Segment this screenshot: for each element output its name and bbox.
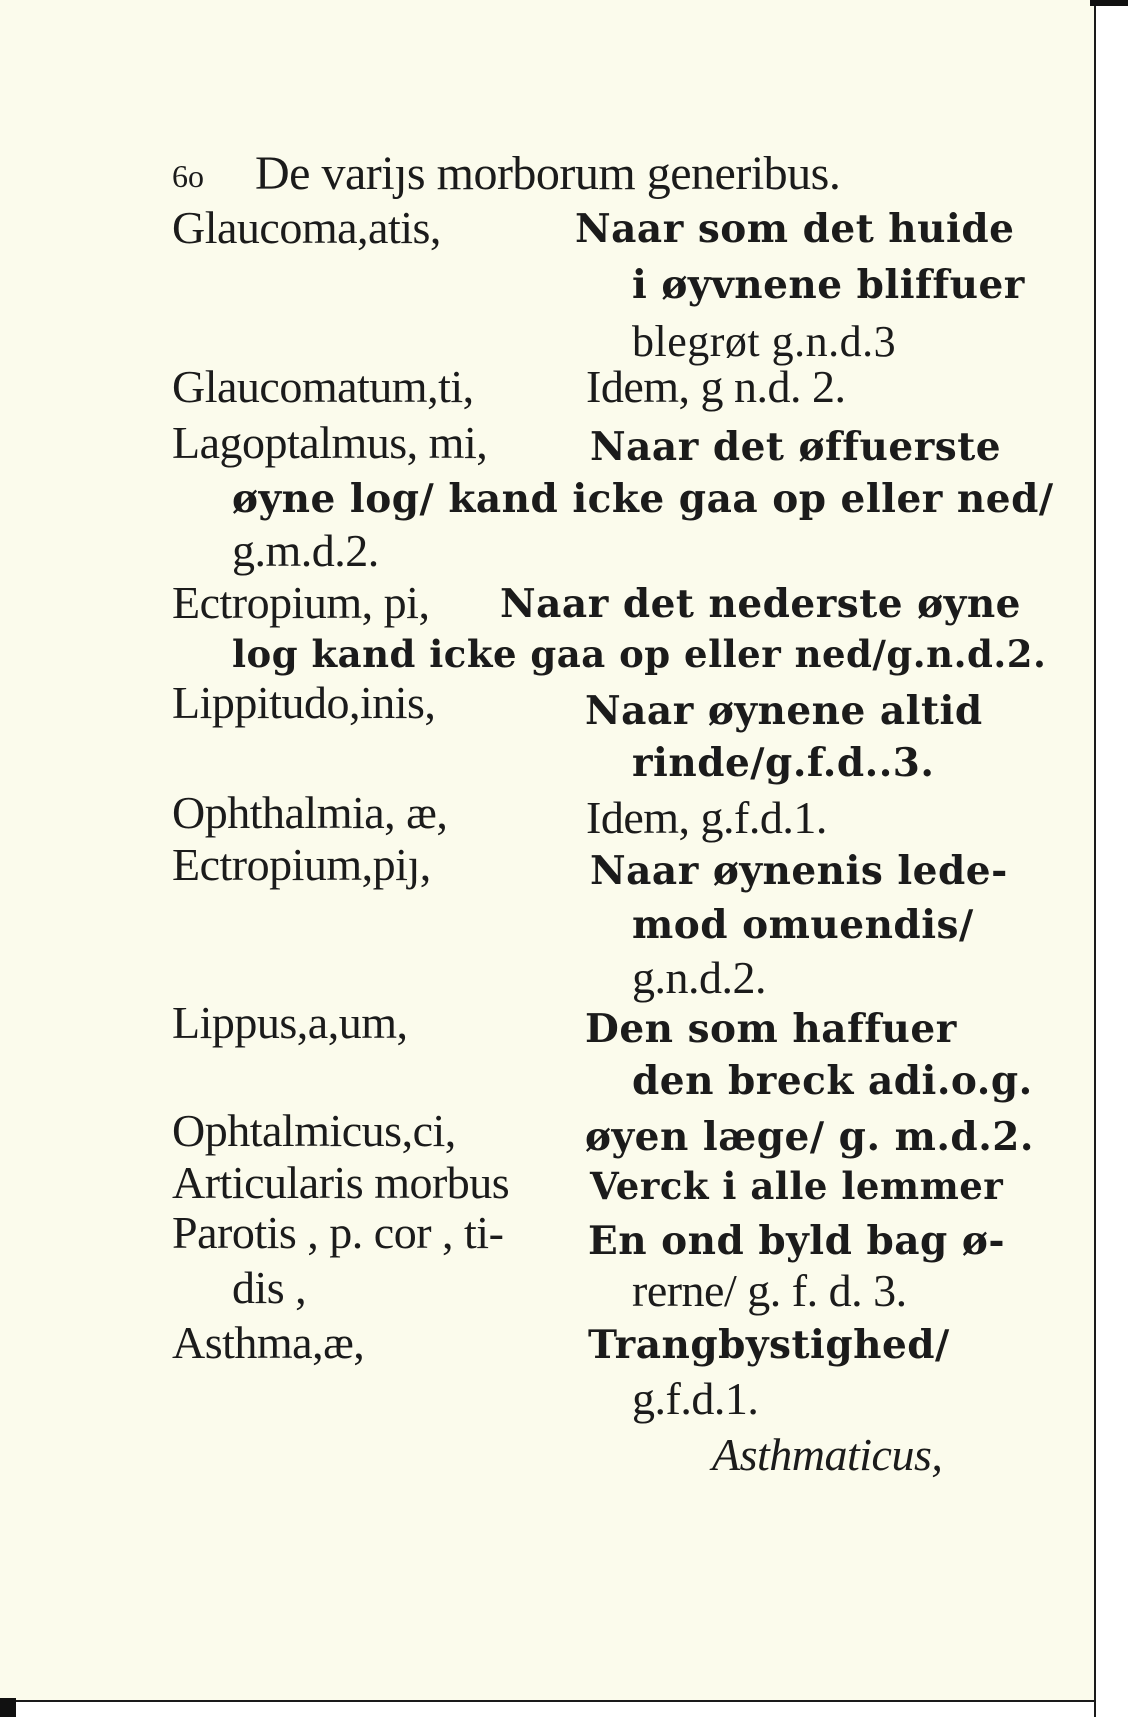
entry-danish: Idem, g n.d. 2. [586, 361, 846, 412]
entry-latin: Glaucomatum,ti, [172, 361, 474, 412]
entry-latin-continued: dis , [232, 1262, 307, 1313]
entry-danish: Trangbystighed/ [588, 1322, 950, 1368]
entry-latin: Ophthalmia, æ, [172, 787, 448, 838]
page-number: 6o [172, 158, 204, 194]
entry-danish-continued: den breck adi.o.g. [632, 1058, 1033, 1104]
entry-danish: Naar det nederste øyne [500, 581, 1021, 627]
entry-danish-continued: log kand icke gaa op eller ned/g.n.d.2. [232, 632, 1047, 676]
entry-danish: Naar øynene altid [585, 688, 983, 734]
entry-latin: Asthma,æ, [172, 1317, 365, 1368]
entry-latin: Ectropium, pi, [172, 577, 430, 628]
page-edge-right [1094, 0, 1096, 1717]
page-edge-bottom [0, 1700, 1096, 1702]
entry-latin: Lagoptalmus, mi, [172, 417, 488, 468]
entry-danish-continued: rinde/g.f.d..3. [632, 740, 935, 786]
entry-latin: Ectropium,piȷ, [172, 839, 431, 890]
entry-danish-continued: øyne log/ kand icke gaa op eller ned/ [232, 476, 1054, 522]
entry-danish-continued: g.n.d.2. [632, 952, 766, 1003]
entry-danish-continued: mod omuendis/ [632, 902, 974, 948]
catchword: Asthmaticus, [712, 1429, 943, 1480]
scan-border-mark [0, 1698, 16, 1717]
entry-latin: Parotis , p. cor , ti- [172, 1207, 504, 1258]
entry-danish: øyen læge/ g. m.d.2. [585, 1114, 1034, 1160]
entry-danish: Verck i alle lemmer [590, 1164, 1004, 1208]
entry-latin: Lippus,a,um, [172, 997, 408, 1048]
entry-danish: Naar det øffuerste [590, 424, 1002, 470]
running-title: De variȷs morborum generibus. [255, 147, 841, 200]
entry-danish: En ond byld bag ø- [588, 1218, 1006, 1264]
entry-danish-continued: g.m.d.2. [232, 525, 379, 576]
entry-danish-continued: rerne/ g. f. d. 3. [632, 1265, 907, 1316]
entry-danish: Naar øynenis lede- [590, 848, 1008, 894]
entry-danish: Den som haffuer [585, 1006, 957, 1052]
entry-danish: Naar som det huide [575, 206, 1015, 252]
entry-danish-continued: i øyvnene bliffuer [632, 262, 1025, 308]
entry-danish-continued: g.f.d.1. [632, 1373, 759, 1424]
entry-latin: Articularis morbus [172, 1157, 510, 1208]
entry-latin: Lippitudo,inis, [172, 677, 436, 728]
entry-latin: Ophtalmicus,ci, [172, 1105, 456, 1156]
scan-border-mark [1090, 0, 1128, 6]
entry-latin: Glaucoma,atis, [172, 202, 441, 253]
entry-danish-continued: blegrøt g.n.d.3 [632, 317, 897, 366]
entry-danish: Idem, g.f.d.1. [586, 792, 827, 843]
